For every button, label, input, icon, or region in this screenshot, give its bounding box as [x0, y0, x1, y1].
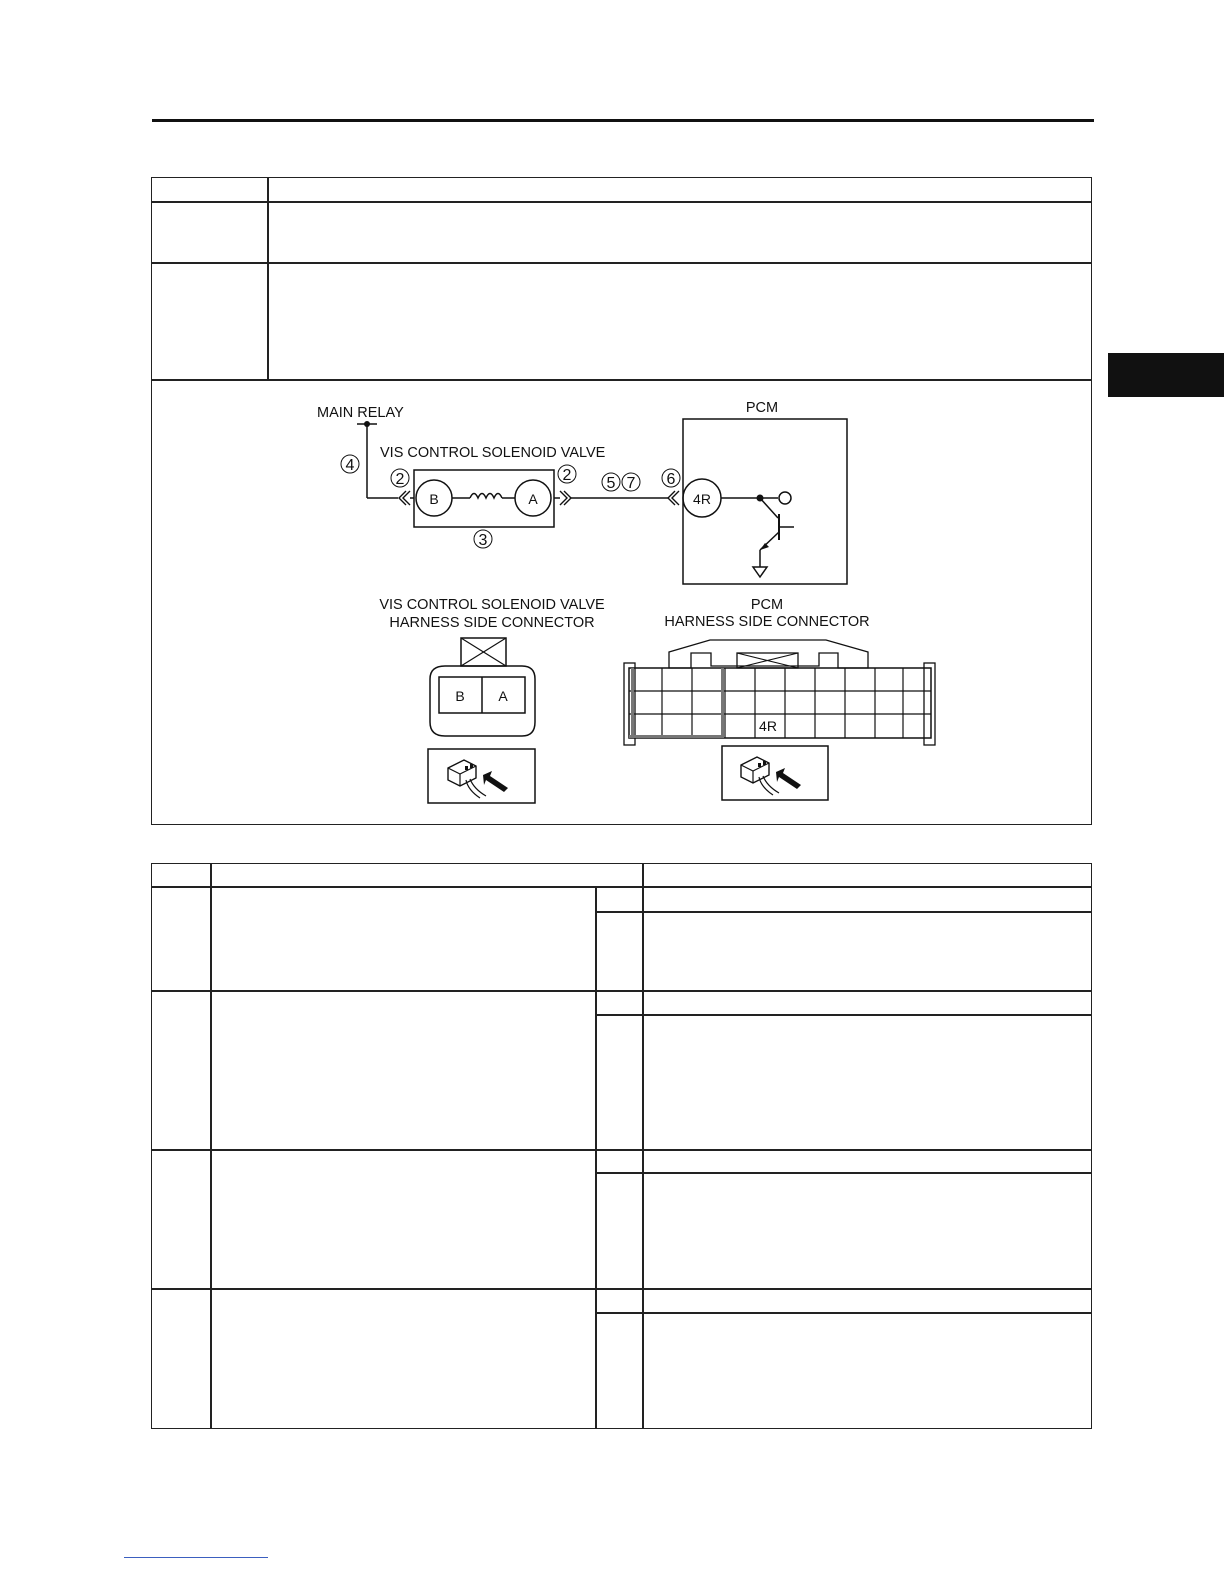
valve-conn-pin-a: A — [498, 688, 508, 704]
steps-table-col-divider — [595, 887, 597, 1429]
valve-terminal-a: A — [528, 491, 538, 507]
main-relay-label: MAIN RELAY — [317, 405, 404, 421]
steps-table-row-divider — [151, 1149, 1092, 1151]
pcm-terminal-4r: 4R — [693, 491, 711, 507]
pcm-connector-title-line2: HARNESS SIDE CONNECTOR — [664, 614, 870, 630]
steps-table-col-divider — [642, 863, 644, 1429]
step-2-right-marker: 2 — [562, 467, 572, 484]
solenoid-coil-icon — [470, 494, 502, 499]
harness-view-direction-icon — [722, 746, 828, 800]
steps-table-subrow-divider — [595, 1172, 1092, 1174]
step-6-marker: 6 — [666, 471, 676, 488]
pcm-title: PCM — [745, 400, 779, 416]
harness-view-direction-icon — [428, 749, 535, 803]
steps-table-subrow-divider — [595, 911, 1092, 913]
valve-connector-title-line1: VIS CONTROL SOLENOID VALVE — [379, 597, 605, 613]
pcm-connector-title-line1: PCM — [750, 597, 784, 613]
steps-table-subrow-divider — [595, 1014, 1092, 1016]
pcm-conn-pin-4r: 4R — [759, 718, 777, 734]
steps-table-row-divider — [151, 990, 1092, 992]
pcm-harness-connector — [624, 640, 935, 745]
steps-table-header-divider — [151, 886, 1092, 888]
steps-table-subrow-divider — [595, 1312, 1092, 1314]
info-table-row-divider — [151, 262, 1092, 264]
step-4-marker: 4 — [345, 457, 355, 474]
transistor-emitter-arrow-icon — [760, 543, 769, 550]
header-rule — [152, 119, 1094, 122]
step-5-marker: 5 — [606, 475, 616, 492]
step-7-marker: 7 — [626, 475, 636, 492]
steps-table-row-divider — [151, 1288, 1092, 1290]
steps-table — [151, 863, 1092, 1429]
valve-title: VIS CONTROL SOLENOID VALVE — [380, 445, 606, 461]
valve-harness-connector — [430, 638, 535, 736]
wiring-diagram — [151, 380, 1092, 825]
valve-conn-pin-b: B — [455, 688, 465, 704]
footer-link-underline — [124, 1557, 268, 1558]
valve-terminal-b: B — [429, 491, 439, 507]
steps-table-col-divider — [210, 863, 212, 1429]
section-tab-marker — [1108, 353, 1224, 397]
step-3-marker: 3 — [478, 532, 488, 549]
valve-connector-title-line2: HARNESS SIDE CONNECTOR — [389, 615, 595, 631]
info-table-row-divider — [151, 201, 1092, 203]
step-2-left-marker: 2 — [395, 471, 405, 488]
info-table-col-divider — [267, 177, 269, 380]
ground-icon — [753, 567, 767, 577]
